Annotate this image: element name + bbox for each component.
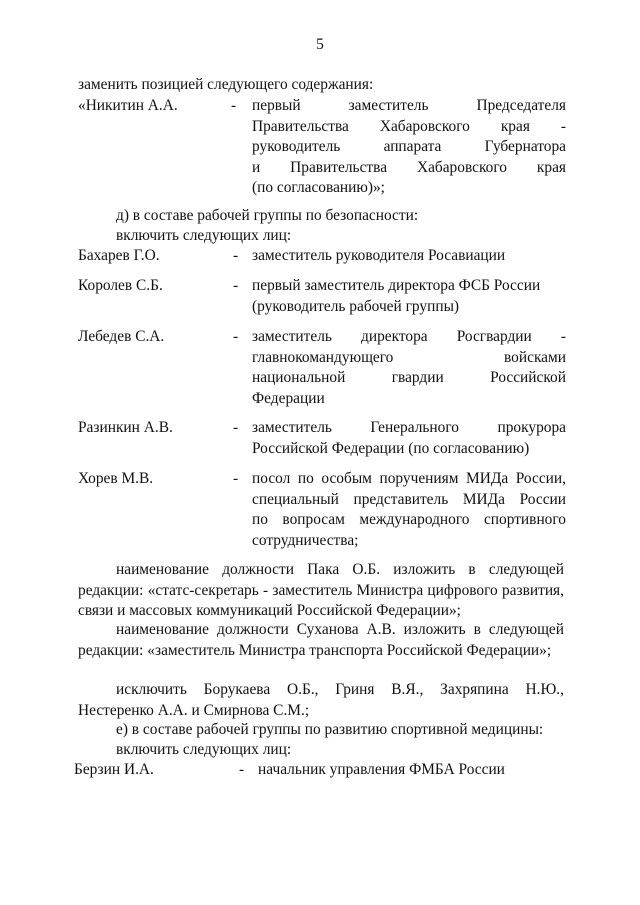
role-line: сотрудничества; [252,531,359,549]
dash-separator: - [239,761,245,778]
role-line: руководитель аппарата Губернатора [252,138,566,155]
role-line: Российской Федерации (по согласованию) [252,439,530,457]
role-line: (по согласованию)»; [252,179,385,196]
page-number: 5 [316,36,324,53]
role-line: по вопросам международного спортивного [252,511,566,528]
role-line: главнокомандующего войсками [252,348,566,366]
role-line: и Правительства Хабаровского края [252,158,566,176]
person-role [252,327,566,409]
person-name: Лебедев С.А. [78,328,165,345]
section-d-include: включить следующих лиц: [116,227,292,244]
section-e-include: включить следующих лиц: [116,741,292,758]
person-role [252,246,566,267]
person-name: Хорев М.В. [78,470,154,487]
person-name: Разинкин А.В. [78,419,173,436]
role-line: заместитель Генерального прокурора [252,419,566,436]
role-line: Правительства Хабаровского края - [252,117,566,135]
role-line: специальный представитель МИДа России [252,490,566,508]
role-line: заместитель руководителя Росавиации [252,247,506,264]
role-line: национальной гвардии Российской [252,369,566,386]
role-line: Федерации [252,389,325,407]
role-line: первый заместитель Председателя [252,97,566,114]
dash-separator: - [233,328,239,345]
person-role [252,276,566,317]
person-role [258,760,572,781]
paragraph-exclude: исключить Борукаева О.Б., Гриня В.Я., Захряпина Н.Ю., Нестеренко А.А. и Смирнова С.М.; [78,681,564,719]
paragraph-sukhanov: наименование должности Суханова А.В. изложить в следующей редакции: «заместитель Министра транспорта Российской Федерации»; [78,621,564,659]
dash-separator: - [233,470,239,487]
person-name: «Никитин А.А. [78,97,178,114]
role-line: первый заместитель директора ФСБ России [252,277,541,294]
intro-line: заменить позицией следующего содержания: [78,76,374,93]
role-line: заместитель директора Росгвардии - [252,328,566,345]
person-role [252,418,566,459]
dash-separator: - [233,247,239,264]
person-name: Королев С.Б. [78,277,163,294]
dash-separator: - [233,277,239,294]
section-e-heading: е) в составе рабочей группы по развитию спортивной медицины: [116,721,544,738]
person-name: Берзин И.А. [74,761,154,778]
dash-separator: - [231,97,237,114]
person-name: Бахарев Г.О. [78,247,160,264]
person-role [252,96,566,199]
paragraph-pak: наименование должности Пака О.Б. изложить в следующей редакции: «статс-секретарь - заместитель Министра цифрового развития, связи и массовых коммуникаций Российской Федерации»; [78,561,564,619]
role-line: (руководитель рабочей группы) [252,297,460,315]
section-d-heading: д) в составе рабочей группы по безопасности: [116,207,419,224]
person-role [252,469,566,551]
role-line: начальник управления ФМБА России [258,761,505,778]
dash-separator: - [233,419,239,436]
role-line: посол по особым поручениям МИДа России, [252,470,566,487]
